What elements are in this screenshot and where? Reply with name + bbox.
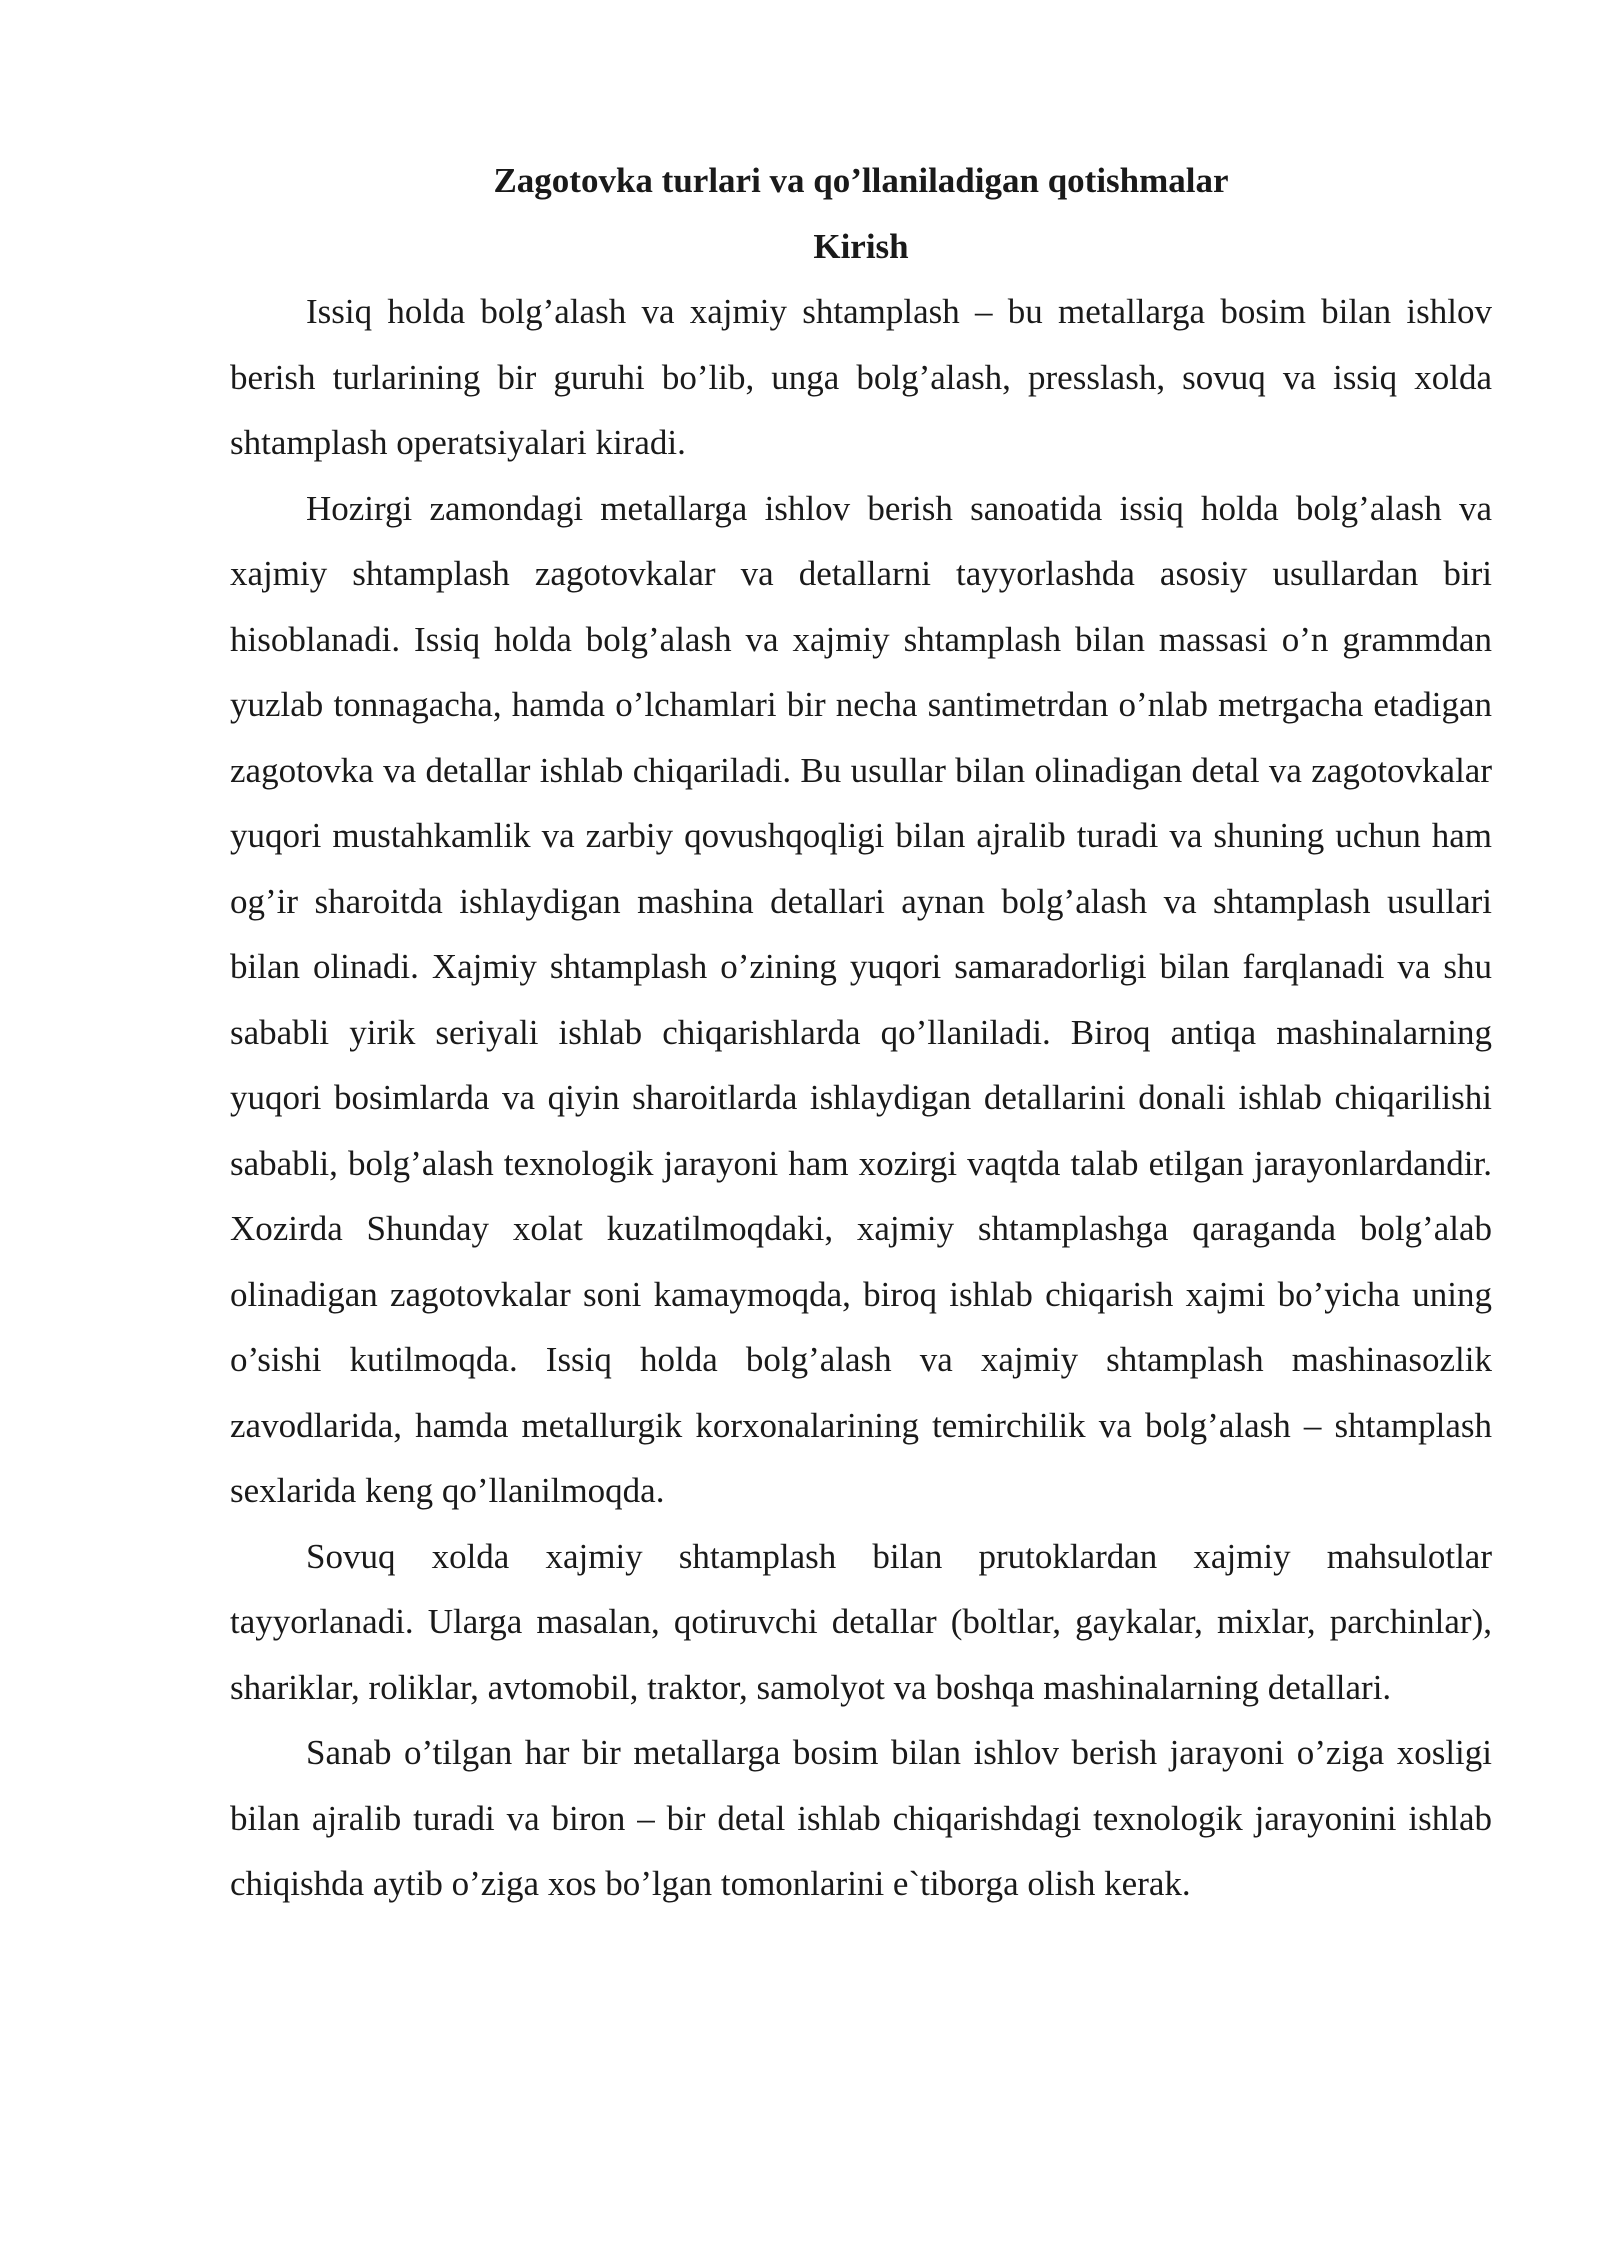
paragraph-1: Issiq holda bolg’alash va xajmiy shtamplash – bu metallarga bosim bilan ishlov berish turlarining bir guruhi bo’lib, unga bolg’alash, presslash, sovuq va issiq xolda shtamplash operatsiyalari kiradi.	[230, 292, 1492, 462]
section-heading: Kirish	[813, 226, 909, 266]
document-body	[230, 148, 1492, 1917]
paragraph-2: Hozirgi zamondagi metallarga ishlov berish sanoatida issiq holda bolg’alash va xajmiy shtamplash zagotovkalar va detallarni tayyorlashda asosiy usullardan biri hisoblanadi. Issiq holda bolg’alash va xajmiy shtamplash bilan massasi o’n grammdan yuzlab tonnagacha, hamda o’lchamlari bir necha santimetrdan o’nlab metrgacha etadigan zagotovka va detallar ishlab chiqariladi. Bu usullar bilan olinadigan detal va zagotovkalar yuqori mustahkamlik va zarbiy qovushqoqligi bilan ajralib turadi va shuning uchun ham og’ir sharoitda ishlaydigan mashina detallari aynan bolg’alash va shtamplash usullari bilan olinadi. Xajmiy shtamplash o’zining yuqori samaradorligi bilan farqlanadi va shu sababli yirik seriyali ishlab chiqarishlarda qo’llaniladi. Biroq antiqa mashinalarning yuqori bosimlarda va qiyin sharoitlarda ishlaydigan detallarini donali ishlab chiqarilishi sababli, bolg’alash texnologik jarayoni ham xozirgi vaqtda talab etilgan jarayonlardandir. Xozirda Shunday xolat kuzatilmoqdaki, xajmiy shtamplashga qaraganda bolg’alab olinadigan zagotovkalar soni kamaymoqda, biroq ishlab chiqarish xajmi bo’yicha uning o’sishi kutilmoqda. Issiq holda bolg’alash va xajmiy shtamplash mashinasozlik zavodlarida, hamda metallurgik korxonalarining temirchilik va bolg’alash – shtamplash sexlarida keng qo’llanilmoqda.	[230, 488, 1492, 1510]
document-title: Zagotovka turlari va qo’llaniladigan qotishmalar	[493, 161, 1229, 200]
paragraph-3: Sovuq xolda xajmiy shtamplash bilan prutoklardan xajmiy mahsulotlar tayyorlanadi. Ularga masalan, qotiruvchi detallar (boltlar, gaykalar, mixlar, parchinlar), shariklar, roliklar, avtomobil, traktor, samolyot va boshqa mashinalarning detallari.	[230, 1536, 1492, 1707]
paragraph-4: Sanab o’tilgan har bir metallarga bosim bilan ishlov berish jarayoni o’ziga xosligi bilan ajralib turadi va biron – bir detal ishlab chiqarishdagi texnologik jarayonini ishlab chiqishda aytib o’ziga xos bo’lgan tomonlarini e`tiborga olish kerak.	[230, 1733, 1492, 1903]
